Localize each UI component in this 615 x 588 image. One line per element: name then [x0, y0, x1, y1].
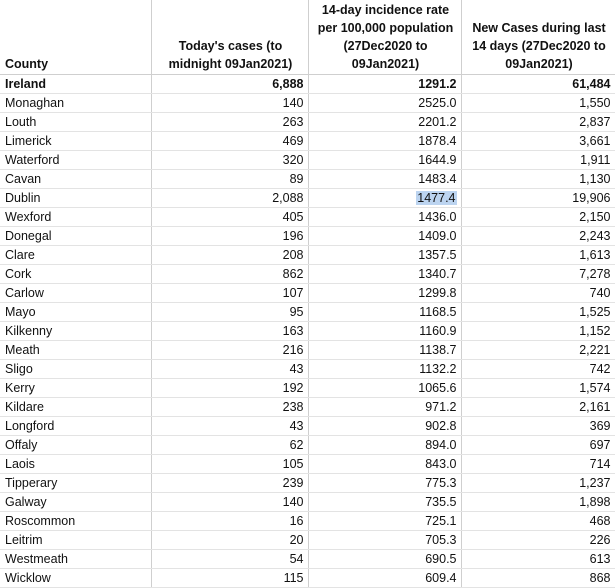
cell-new-cases[interactable]: 714 — [461, 455, 615, 474]
cell-incidence-rate[interactable]: 705.3 — [308, 531, 461, 550]
cell-todays-cases[interactable]: 140 — [151, 493, 308, 512]
table-row — [0, 512, 615, 531]
table-row — [0, 132, 615, 151]
table-row — [0, 265, 615, 284]
cell-new-cases[interactable]: 1,574 — [461, 379, 615, 398]
cell-new-cases[interactable]: 19,906 — [461, 189, 615, 208]
cell-new-cases[interactable]: 740 — [461, 284, 615, 303]
cell-incidence-rate[interactable]: 902.8 — [308, 417, 461, 436]
cell-county[interactable]: Monaghan — [0, 94, 151, 113]
cell-incidence-rate[interactable]: 2525.0 — [308, 94, 461, 113]
cell-todays-cases[interactable]: 263 — [151, 113, 308, 132]
cell-todays-cases[interactable]: 320 — [151, 151, 308, 170]
cell-county[interactable]: Cork — [0, 265, 151, 284]
cell-county[interactable]: Longford — [0, 417, 151, 436]
cell-todays-cases[interactable]: 163 — [151, 322, 308, 341]
cell-todays-cases[interactable]: 115 — [151, 569, 308, 588]
table-row — [0, 550, 615, 569]
header-todays-cases[interactable]: Today's cases (to midnight 09Jan2021) — [151, 0, 308, 75]
cell-incidence-rate[interactable]: 1160.9 — [308, 322, 461, 341]
cell-incidence-rate[interactable]: 971.2 — [308, 398, 461, 417]
cell-county[interactable]: Wicklow — [0, 569, 151, 588]
cell-todays-cases[interactable]: 208 — [151, 246, 308, 265]
cell-new-cases[interactable]: 1,898 — [461, 493, 615, 512]
cell-county[interactable]: Waterford — [0, 151, 151, 170]
cell-todays-cases[interactable]: 196 — [151, 227, 308, 246]
header-incidence-rate[interactable]: 14-day incidence rate per 100,000 population (27Dec2020 to 09Jan2021) — [308, 0, 461, 75]
cell-incidence-rate[interactable]: 1483.4 — [308, 170, 461, 189]
cell-todays-cases[interactable]: 140 — [151, 94, 308, 113]
cell-new-cases[interactable]: 3,661 — [461, 132, 615, 151]
table-row — [0, 474, 615, 493]
table-row — [0, 227, 615, 246]
cell-todays-cases[interactable]: 405 — [151, 208, 308, 227]
cell-county[interactable]: Dublin — [0, 189, 151, 208]
cell-todays-cases[interactable]: 216 — [151, 341, 308, 360]
cell-todays-cases[interactable]: 239 — [151, 474, 308, 493]
cell-county[interactable]: Cavan — [0, 170, 151, 189]
cell-incidence-rate[interactable]: 1132.2 — [308, 360, 461, 379]
cell-todays-cases[interactable]: 62 — [151, 436, 308, 455]
cell-county[interactable]: Meath — [0, 341, 151, 360]
cell-todays-cases[interactable]: 107 — [151, 284, 308, 303]
table-row — [0, 189, 615, 208]
cell-incidence-rate[interactable]: 735.5 — [308, 493, 461, 512]
cell-county[interactable]: Louth — [0, 113, 151, 132]
cell-new-cases[interactable]: 7,278 — [461, 265, 615, 284]
cell-county[interactable]: Donegal — [0, 227, 151, 246]
table-row — [0, 322, 615, 341]
cell-incidence-rate[interactable]: 894.0 — [308, 436, 461, 455]
cell-todays-cases[interactable]: 54 — [151, 550, 308, 569]
selected-text-highlight[interactable]: 1477.4 — [417, 191, 456, 205]
cell-incidence-rate[interactable]: 609.4 — [308, 569, 461, 588]
cell-incidence-rate[interactable]: 1409.0 — [308, 227, 461, 246]
table-row — [0, 417, 615, 436]
cell-todays-cases[interactable]: 105 — [151, 455, 308, 474]
table-row — [0, 455, 615, 474]
cell-new-cases[interactable]: 1,613 — [461, 246, 615, 265]
cell-new-cases[interactable]: 697 — [461, 436, 615, 455]
table-row — [0, 341, 615, 360]
cell-county[interactable]: Westmeath — [0, 550, 151, 569]
cell-county[interactable]: Sligo — [0, 360, 151, 379]
cell-county[interactable]: Galway — [0, 493, 151, 512]
cell-incidence-rate[interactable]: 1291.2 — [308, 75, 461, 94]
cell-county[interactable]: Kerry — [0, 379, 151, 398]
header-county[interactable]: County — [0, 0, 151, 75]
cell-county[interactable]: Ireland — [0, 75, 151, 94]
cell-todays-cases[interactable]: 2,088 — [151, 189, 308, 208]
cell-new-cases[interactable]: 2,221 — [461, 341, 615, 360]
cell-todays-cases[interactable]: 238 — [151, 398, 308, 417]
cell-new-cases[interactable]: 1,550 — [461, 94, 615, 113]
cell-county[interactable]: Limerick — [0, 132, 151, 151]
cell-new-cases[interactable]: 2,243 — [461, 227, 615, 246]
table-row — [0, 379, 615, 398]
cell-new-cases[interactable]: 226 — [461, 531, 615, 550]
cell-county[interactable]: Carlow — [0, 284, 151, 303]
cell-incidence-rate[interactable]: 1168.5 — [308, 303, 461, 322]
cell-new-cases[interactable]: 742 — [461, 360, 615, 379]
cell-county[interactable]: Roscommon — [0, 512, 151, 531]
cell-new-cases[interactable]: 1,237 — [461, 474, 615, 493]
cell-incidence-rate[interactable]: 1340.7 — [308, 265, 461, 284]
table-row — [0, 569, 615, 588]
table-row — [0, 170, 615, 189]
cell-todays-cases[interactable]: 95 — [151, 303, 308, 322]
table-row — [0, 208, 615, 227]
cell-new-cases[interactable]: 61,484 — [461, 75, 615, 94]
cell-incidence-rate[interactable]: 1436.0 — [308, 208, 461, 227]
cell-county[interactable]: Tipperary — [0, 474, 151, 493]
cell-incidence-rate[interactable]: 725.1 — [308, 512, 461, 531]
cell-new-cases[interactable]: 1,130 — [461, 170, 615, 189]
cell-todays-cases[interactable]: 43 — [151, 360, 308, 379]
cell-incidence-rate[interactable]: 1299.8 — [308, 284, 461, 303]
cell-new-cases[interactable]: 1,525 — [461, 303, 615, 322]
cell-county[interactable]: Mayo — [0, 303, 151, 322]
cell-todays-cases[interactable]: 192 — [151, 379, 308, 398]
cell-todays-cases[interactable]: 20 — [151, 531, 308, 550]
table-row — [0, 246, 615, 265]
cell-county[interactable]: Kildare — [0, 398, 151, 417]
cell-incidence-rate[interactable]: 1357.5 — [308, 246, 461, 265]
cell-new-cases[interactable]: 369 — [461, 417, 615, 436]
table-row — [0, 360, 615, 379]
table-row — [0, 398, 615, 417]
cell-new-cases[interactable]: 2,837 — [461, 113, 615, 132]
cell-incidence-rate[interactable]: 690.5 — [308, 550, 461, 569]
cell-todays-cases[interactable]: 43 — [151, 417, 308, 436]
table-row — [0, 303, 615, 322]
cell-incidence-rate[interactable]: 2201.2 — [308, 113, 461, 132]
cell-todays-cases[interactable]: 6,888 — [151, 75, 308, 94]
cell-county[interactable]: Wexford — [0, 208, 151, 227]
table-row — [0, 113, 615, 132]
cell-new-cases[interactable]: 613 — [461, 550, 615, 569]
cell-incidence-rate[interactable]: 775.3 — [308, 474, 461, 493]
cell-county[interactable]: Clare — [0, 246, 151, 265]
table-row — [0, 284, 615, 303]
cell-new-cases[interactable]: 868 — [461, 569, 615, 588]
table-row-total — [0, 75, 615, 94]
cell-todays-cases[interactable]: 16 — [151, 512, 308, 531]
cell-incidence-rate[interactable]: 1878.4 — [308, 132, 461, 151]
cell-new-cases[interactable]: 2,161 — [461, 398, 615, 417]
table-row — [0, 151, 615, 170]
cell-new-cases[interactable]: 1,911 — [461, 151, 615, 170]
cell-new-cases[interactable]: 1,152 — [461, 322, 615, 341]
header-row — [0, 0, 615, 75]
cell-todays-cases[interactable]: 469 — [151, 132, 308, 151]
table-row — [0, 493, 615, 512]
cell-county[interactable]: Laois — [0, 455, 151, 474]
cell-incidence-rate[interactable]: 1065.6 — [308, 379, 461, 398]
table-row — [0, 94, 615, 113]
cell-incidence-rate[interactable] — [308, 189, 461, 208]
cell-county[interactable]: Leitrim — [0, 531, 151, 550]
cell-new-cases[interactable]: 468 — [461, 512, 615, 531]
cell-todays-cases[interactable]: 862 — [151, 265, 308, 284]
table-row — [0, 436, 615, 455]
header-new-cases[interactable]: New Cases during last 14 days (27Dec2020 to 09Jan2021) — [461, 0, 615, 75]
cell-county[interactable]: Kilkenny — [0, 322, 151, 341]
cell-county[interactable]: Offaly — [0, 436, 151, 455]
cell-incidence-rate[interactable]: 1138.7 — [308, 341, 461, 360]
cell-todays-cases[interactable]: 89 — [151, 170, 308, 189]
table-row — [0, 531, 615, 550]
cell-incidence-rate[interactable]: 1644.9 — [308, 151, 461, 170]
cell-new-cases[interactable]: 2,150 — [461, 208, 615, 227]
cell-incidence-rate[interactable]: 843.0 — [308, 455, 461, 474]
